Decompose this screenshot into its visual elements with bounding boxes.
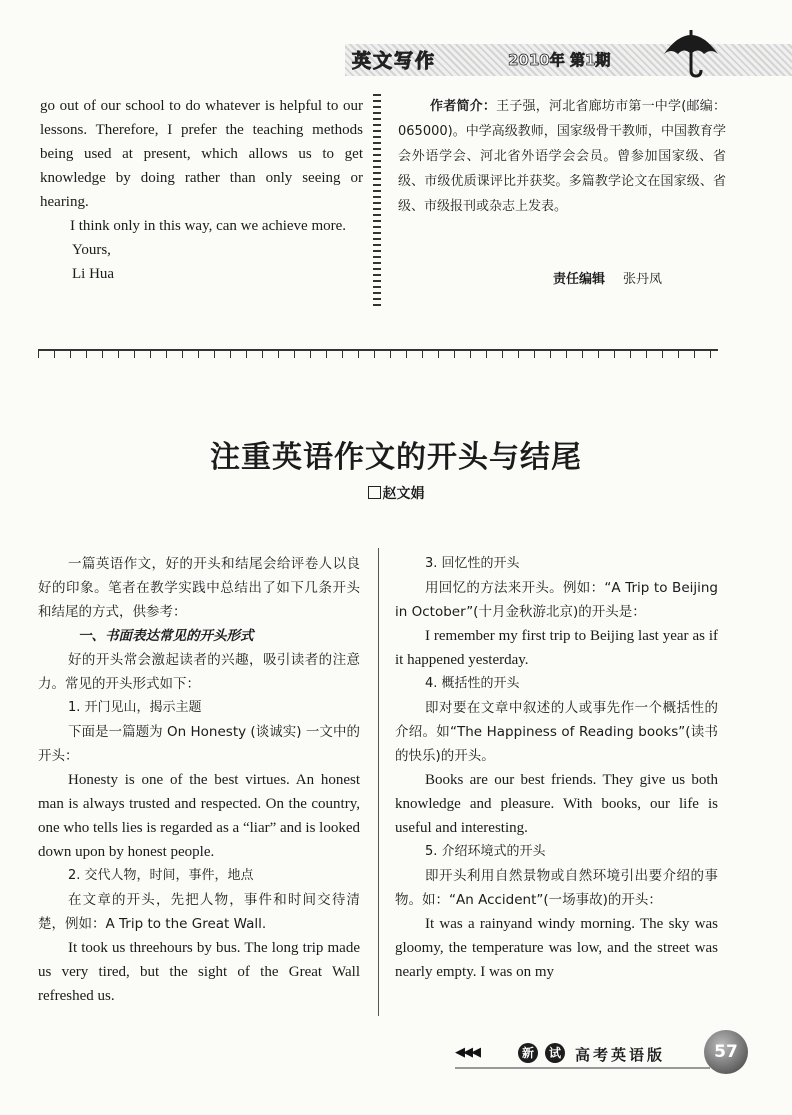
issue-label: 2010年 第1期 <box>508 51 611 69</box>
article-author <box>0 483 792 503</box>
footer-badge: 试 <box>545 1043 565 1063</box>
letter-paragraph: I think only in this way, can we achieve more. <box>70 218 347 234</box>
item-intro: 即开头利用自然景物或自然环境引出要介绍的事物。如：“An Accident”(一场事故)的开头： <box>395 868 718 908</box>
item-heading: 4. 概括性的开头 <box>425 676 520 691</box>
column-divider <box>378 548 379 1016</box>
letter-paragraph: go out of our school to do whatever is helpful to our lessons. Therefore, I prefer the teaching methods being used at present, which allows us to get knowledge by doing rather than only seeing or hearing. <box>40 98 363 210</box>
letter-closing: Yours, <box>72 242 111 258</box>
bio-label: 作者简介： <box>430 99 497 114</box>
article-right-column <box>395 552 718 984</box>
item-intro: 下面是一篇题为 On Honesty (谈诚实) 一文中的开头： <box>38 724 360 764</box>
section-paragraph: 好的开头常会激起读者的兴趣，吸引读者的注意力。常见的开头形式如下： <box>38 652 360 692</box>
author-box-icon <box>368 486 381 499</box>
footer-line <box>455 1067 710 1069</box>
item-example: Honesty is one of the best virtues. An honest man is always trusted and respected. On the country, one who tells lies is regarded as a “liar” and is looked down upon by honest people. <box>38 772 360 860</box>
editor-label: 责任编辑 <box>553 272 606 287</box>
item-example: It took us threehours by bus. The long trip made us very tired, but the sight of the Great Wall refreshed us. <box>38 940 360 1004</box>
author-name: 赵文娟 <box>382 486 425 502</box>
section-heading: 一、书面表达常见的开头形式 <box>78 628 254 644</box>
item-intro: 在文章的开头，先把人物，事件和时间交待清楚，例如：A Trip to the Great Wall. <box>38 892 360 932</box>
bio-text: 王子强，河北省廊坊市第一中学(邮编：065000)。中学高级教师，国家级骨干教师，中国教育学会外语学会、河北省外语学会会员。曾参加国家级、省级、市级优质课评比并获奖。多篇教学论文在国家级、省级、市级报刊或杂志上发表。 <box>398 99 726 214</box>
article-title: 注重英语作文的开头与结尾 <box>210 440 582 475</box>
letter-signature: Li Hua <box>72 266 115 282</box>
footer-arrows-icon: ◀◀◀ <box>455 1045 479 1060</box>
item-heading: 3. 回忆性的开头 <box>425 556 520 571</box>
item-example: It was a rainyand windy morning. The sky was gloomy, the temperature was low, and the street was nearly empty. I was on my <box>395 916 718 980</box>
wavy-divider <box>373 94 381 310</box>
umbrella-icon <box>660 24 722 85</box>
item-heading: 2. 交代人物，时间，事件，地点 <box>68 868 254 883</box>
author-bio <box>398 94 726 219</box>
article-left-column <box>38 552 360 1008</box>
item-example: I remember my first trip to Beijing last year as if it happened yesterday. <box>395 628 718 668</box>
item-heading: 5. 介绍环境式的开头 <box>425 844 546 859</box>
footer-badge: 新 <box>518 1043 538 1063</box>
letter-ending <box>40 94 363 286</box>
item-example: Books are our best friends. They give us both knowledge and pleasure. With books, our life is useful and interesting. <box>395 772 718 836</box>
magazine-name: 高考英语版 <box>575 1046 666 1064</box>
section-divider-ticks <box>38 351 718 358</box>
item-heading: 1. 开门见山，揭示主题 <box>68 700 202 715</box>
editor-credit <box>553 268 662 287</box>
item-intro: 用回忆的方法来开头。例如：“A Trip to Beijing in October”(十月金秋游北京)的开头是： <box>395 580 718 620</box>
intro-paragraph: 一篇英语作文，好的开头和结尾会给评卷人以良好的印象。笔者在教学实践中总结出了如下几条开头和结尾的方式，供参考： <box>38 556 360 620</box>
page-number: 57 <box>704 1030 748 1074</box>
editor-name: 张丹凤 <box>623 272 663 287</box>
column-name: 英文写作 <box>352 50 437 72</box>
item-intro: 即对要在文章中叙述的人或事先作一个概括性的介绍。如“The Happiness of Reading books”(读书的快乐)的开头。 <box>395 700 718 764</box>
